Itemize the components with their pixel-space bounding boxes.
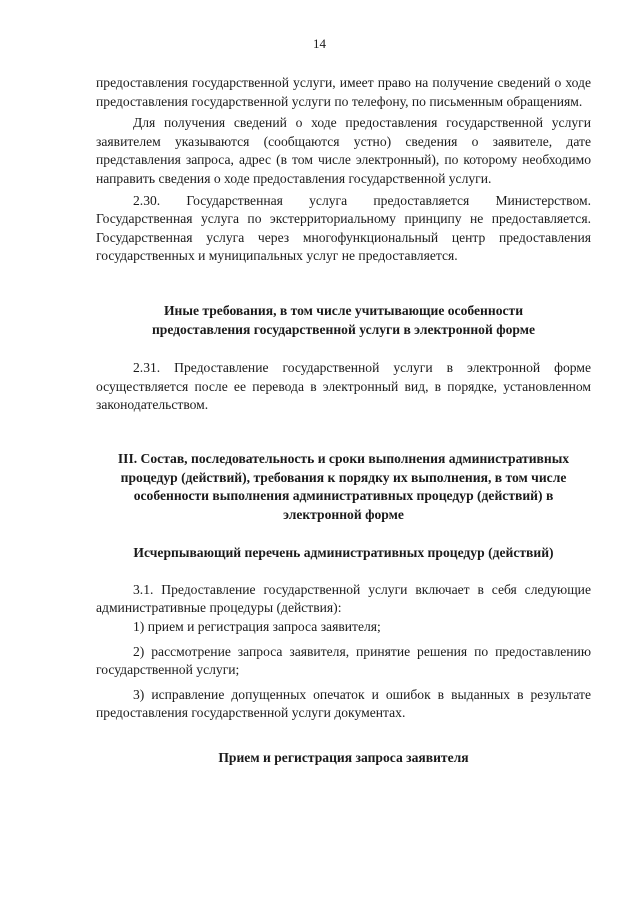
page-content <box>96 74 591 768</box>
section-heading-other-requirements: Иные требования, в том числе учитывающие особенности предоставления государственной услуги в электронной форме <box>151 302 536 337</box>
list-item: 1) прием и регистрация запроса заявителя; <box>133 619 381 635</box>
chapter-heading-iii: III. Состав, последовательность и сроки выполнения административных процедур (действий), требования к порядку их выполнения, в том числе особенности выполнения административных процедур (действий) в электронной форме <box>117 450 570 522</box>
list-item: 3) исправление допущенных опечаток и ошибок в выданных в результате предоставления государственной услуги документах. <box>96 686 591 721</box>
page-number: 14 <box>313 36 326 51</box>
list-item: 2) рассмотрение запроса заявителя, принятие решения по предоставлению государственной услуги; <box>96 643 591 678</box>
paragraph-2-31: 2.31. Предоставление государственной услуги в электронной форме осуществляется после ее перевода в электронный вид, в порядке, установленном законодательством. <box>96 360 591 413</box>
paragraph-3-1: 3.1. Предоставление государственной услуги включает в себя следующие административные процедуры (действия): <box>96 581 591 616</box>
subsection-heading-reception: Прием и регистрация запроса заявителя <box>218 750 469 766</box>
paragraph-continuation: предоставления государственной услуги, имеет право на получение сведений о ходе предоставления государственной услуги по телефону, по письменным обращениям. <box>96 75 591 109</box>
paragraph-status-info: Для получения сведений о ходе предоставления государственной услуги заявителем указываются (сообщаются устно) сведения о заявителе, дате представления запроса, адрес (в том числе электронный), по которому необходимо направить сведения о ходе предоставления государственной услуги. <box>96 115 591 186</box>
subsection-heading-procedures-list: Исчерпывающий перечень административных процедур (действий) <box>133 545 554 561</box>
paragraph-2-30: 2.30. Государственная услуга предоставляется Министерством. Государственная услуга по экстерриториальному принципу не предоставляется. Государственная услуга через многофункциональный центр предоставления государственных и муниципальных услуг не предоставляется. <box>96 192 591 264</box>
